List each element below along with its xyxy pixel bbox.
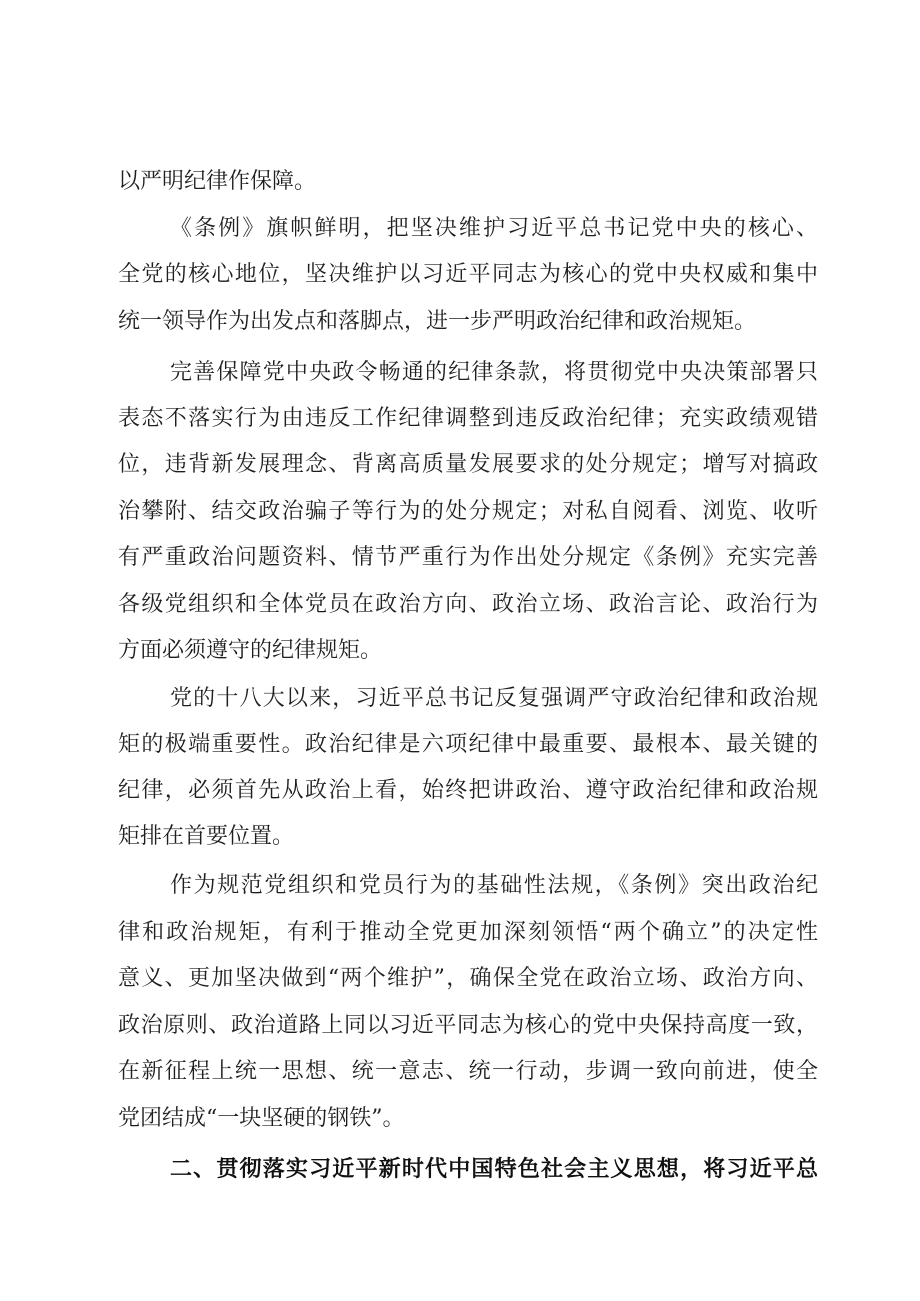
- paragraph-line: 完善保障党中央政令畅通的纪律条款，将贯彻党中央决策部署只: [170, 360, 818, 385]
- paragraph-line: 律和政治规矩，有利于推动全党更加深刻领悟“两个确立”的决定性: [118, 920, 818, 945]
- paragraph-line: 党的十八大以来，习近平总书记反复强调严守政治纪律和政治规: [170, 686, 818, 711]
- paragraph-line: 治攀附、结交政治骗子等行为的处分规定；对私自阅看、浏览、收听: [118, 499, 818, 524]
- paragraph-line: 矩的极端重要性。政治纪律是六项纪律中最重要、最根本、最关键的: [118, 732, 818, 757]
- paragraph-line: 《条例》旗帜鲜明，把坚决维护习近平总书记党中央的核心、: [170, 216, 818, 241]
- paragraph-line: 表态不落实行为由违反工作纪律调整到违反政治纪律；充实政绩观错: [118, 406, 818, 431]
- paragraph-line: 有严重政治问题资料、情节严重行为作出处分规定《条例》充实完善: [118, 545, 818, 570]
- paragraph-line: 统一领导作为出发点和落脚点，进一步严明政治纪律和政治规矩。: [118, 309, 757, 334]
- paragraph-line: 位，违背新发展理念、背离高质量发展要求的处分规定；增写对搞政: [118, 452, 818, 477]
- paragraph-line: 政治原则、政治道路上同以习近平同志为核心的党中央保持高度一致，: [118, 1013, 818, 1038]
- paragraph-line: 意义、更加坚决做到“两个维护”，确保全党在政治立场、政治方向、: [118, 966, 818, 991]
- section-heading: 二、贯彻落实习近平新时代中国特色社会主义思想，将习近平总: [170, 1157, 818, 1182]
- paragraph-line: 全党的核心地位，坚决维护以习近平同志为核心的党中央权威和集中: [118, 262, 818, 287]
- paragraph-line: 矩排在首要位置。: [118, 824, 295, 849]
- paragraph-line: 以严明纪律作保障。: [118, 169, 317, 194]
- paragraph-line: 各级党组织和全体党员在政治方向、政治立场、政治言论、政治行为: [118, 592, 818, 617]
- paragraph-line: 在新征程上统一思想、统一意志、统一行动，步调一致向前进，使全: [118, 1059, 818, 1084]
- paragraph-line: 作为规范党组织和党员行为的基础性法规，《条例》突出政治纪: [170, 873, 818, 898]
- paragraph-line: 纪律，必须首先从政治上看，始终把讲政治、遵守政治纪律和政治规: [118, 778, 818, 803]
- paragraph-line: 方面必须遵守的纪律规矩。: [118, 638, 383, 663]
- paragraph-line: 党团结成“一块坚硬的钢铁”。: [118, 1106, 405, 1131]
